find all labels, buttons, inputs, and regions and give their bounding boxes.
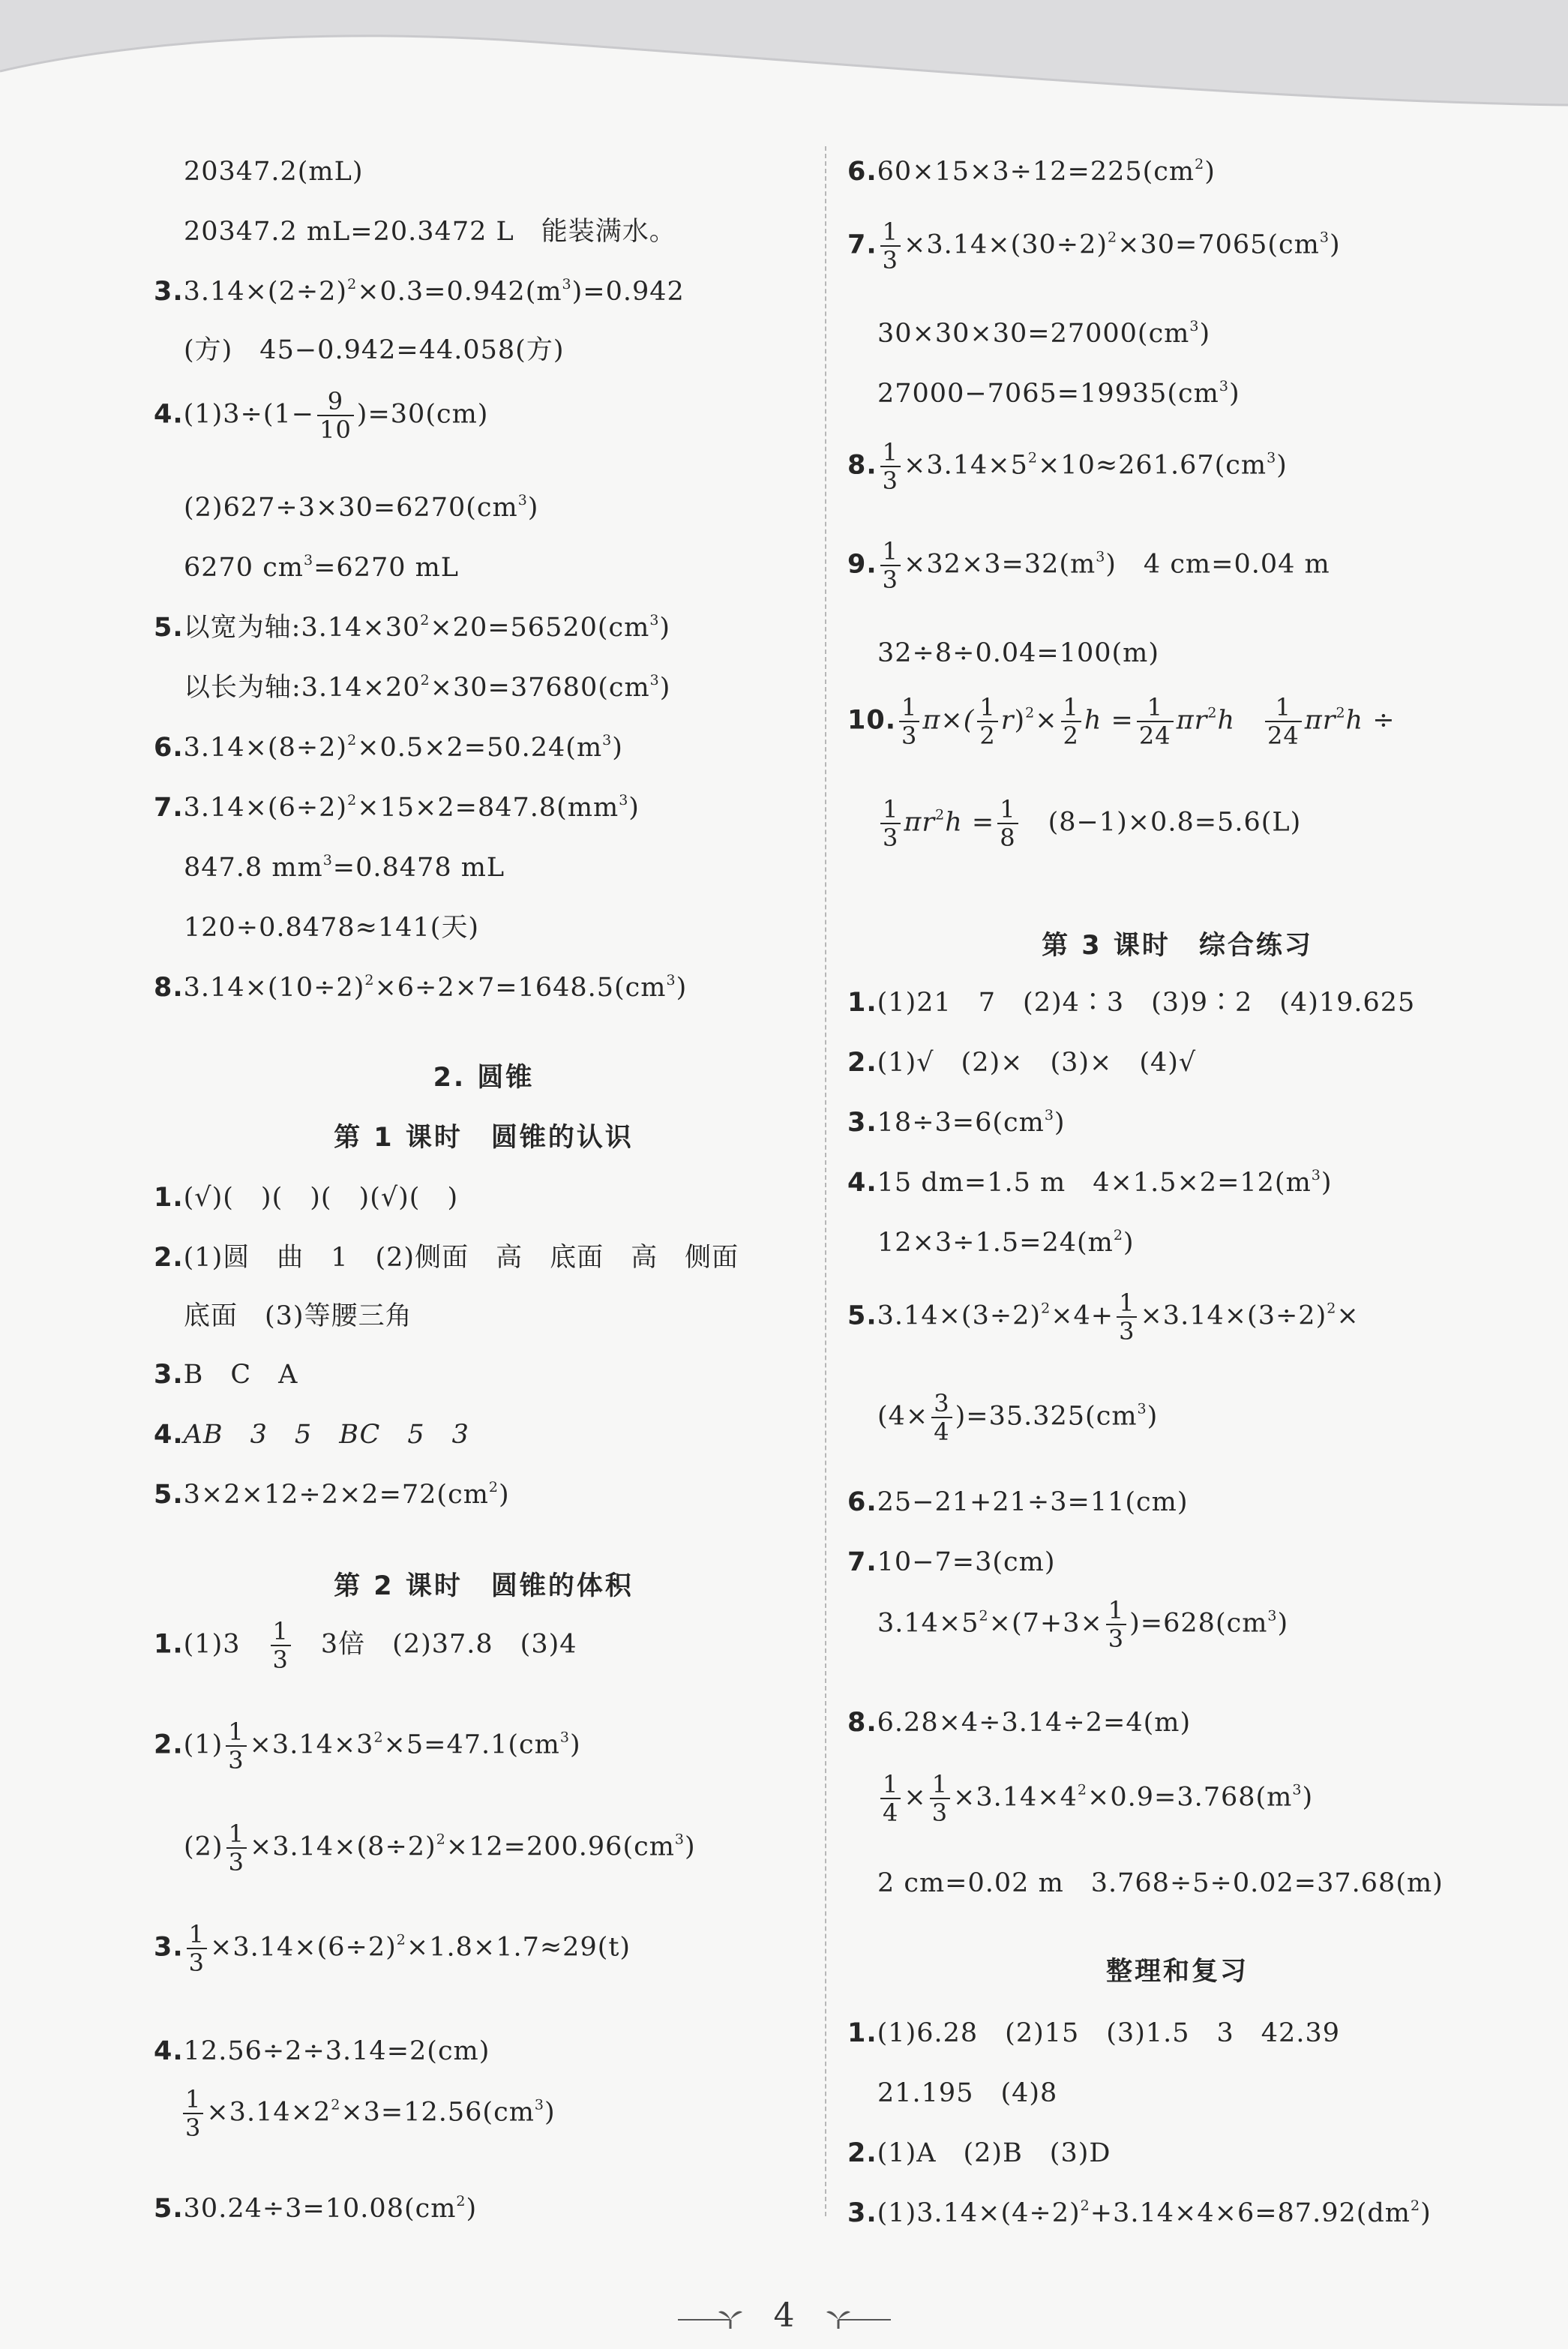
sprout-left-icon (678, 2303, 753, 2333)
answer-line: $5.3.14\times(3\div 2)^2\times 4+$ $\frac{1}{3}$ $\times 3.14\times(3\div 2)^2\times$ (847, 1288, 1360, 1346)
lesson-heading: 第 1 课时 圆锥的认识 (334, 1123, 634, 1153)
fraction: $\frac{1}{3}$ (880, 538, 901, 593)
fraction: $\frac{1}{3}$ (226, 1820, 247, 1876)
fraction: $\frac{1}{3}$ (930, 1771, 950, 1826)
fraction: $\frac{1}{3}$ (226, 1718, 246, 1774)
fraction: $\frac{3}{4}$ (931, 1390, 952, 1445)
answer-line: $\frac{1}{3}$ $\pi r^2h$ = $\frac{1}{8}$ (8−1)×0.8=5.6(L) (877, 796, 1301, 851)
answer-line: 7. $\frac{1}{3}$ $\times 3.14\times(30\div 2)^2\times 30=7065(cm^3)$ (847, 218, 1341, 274)
answer-3-line: $3.3.14\times(2\div 2)^2\times 0.3=0.942(m^3)=0.942$ (154, 276, 685, 307)
header-decor-band (0, 0, 1568, 120)
fraction: $\frac{9}{10}$ (317, 388, 354, 443)
answer-line: $6.60\times 15\times 3\div 12=225(cm^2)$ (847, 156, 1216, 187)
answer-line: $5.30.24\div 3=10.08(cm^2)$ (154, 2193, 478, 2224)
answer-line: 4.15 dm=1.5 m $4\times 1.5\times 2=12(m^3)$ (847, 1167, 1333, 1198)
answer-line: 21.195 (4)8 (877, 2078, 1058, 2108)
answer-line: 2.(1) $\frac{1}{3}$ $\times 3.14\times 3^2\times 5=47.1(cm^3)$ (154, 1718, 581, 1774)
answer-line: 2.(1)A (2)B (3)D (847, 2138, 1111, 2168)
section-heading: 整理和复习 (1105, 1957, 1249, 1987)
fraction: $\frac{1}{8}$ (997, 796, 1018, 851)
fraction: $\frac{1}{3}$ (880, 796, 901, 851)
answer-4-line: 4.(1)3÷(1− $\frac{9}{10}$ )=30(cm) (154, 387, 489, 444)
answer-line: 4.AB 3 5 BC 5 3 (154, 1420, 469, 1450)
answer-5-line: 5.以宽为轴$:3.14\times 30^2\times 20=56520(cm^3)$ (154, 612, 671, 643)
answer-line: 1.(1)3 $\frac{1}{3}$ 3倍 (2)37.8 (3)4 (154, 1617, 577, 1674)
answer-line: $27000-7065=19935(cm^3)$ (877, 378, 1240, 409)
column-divider (825, 146, 826, 2216)
answer-line: 32÷8÷0.04=100(m) (877, 638, 1160, 668)
fraction: $\frac{1}{3}$ (271, 1618, 291, 1673)
answer-10-line: 10. $\frac{1}{3}$ π×( $\frac{1}{2}$ r)$^2$× $\frac{1}{2}$ h = $\frac{1}{24}$ $\pi r^2h$ $\frac{1}{24}$ $\pi r^2h$ ÷ (847, 693, 1396, 750)
answer-line: $5.3\times 2\times 12\div 2\times 2=72(cm^2)$ (154, 1479, 510, 1510)
answer-line: 9. $\frac{1}{3}$ $\times 32\times 3=32(m^3)$ 4 cm=0.04 m (847, 537, 1330, 594)
fraction: $\frac{1}{3}$ (880, 218, 901, 274)
page-number: 4 (773, 2296, 795, 2335)
sprout-right-icon (816, 2303, 891, 2333)
answer-line: 7.10−7=3(cm) (847, 1547, 1056, 1577)
answer-line: 2 cm=0.02 m 3.768÷5÷0.02=37.68(m) (877, 1868, 1444, 1898)
fraction: $\frac{1}{24}$ (1137, 694, 1174, 749)
answer-line: 8. $\frac{1}{3}$ $\times 3.14\times 5^2\times 10\approx 261.67(cm^3)$ (847, 438, 1288, 495)
section-heading: 2. 圆锥 (433, 1063, 535, 1093)
answer-line: $3.(1)3.14\times(4\div 2)^2+3.14\times 4\times 6=87.92(dm^2)$ (847, 2198, 1432, 2228)
answer-line: 3. $\frac{1}{3}$ $\times 3.14\times(6\div 2)^2\times 1.8\times 1.7\approx 29(t)$ (154, 1920, 631, 1977)
answer-line: 847.8 $mm^3=0.8478$ mL (184, 852, 505, 883)
answer-line: 底面 (3)等腰三角 (184, 1301, 412, 1331)
answer-line: 以长为轴$:3.14\times 20^2\times 30=37680(cm^3)$ (184, 672, 671, 703)
fraction: $\frac{1}{24}$ (1265, 694, 1302, 749)
answer-line: 4.12.56÷2÷3.14=2(cm) (154, 2036, 490, 2066)
answer-line: 120÷0.8478≈141(天) (184, 913, 480, 943)
answer-line: $\frac{1}{4}$ × $\frac{1}{3}$ $\times 3.14\times 4^2\times 0.9=3.768(m^3)$ (877, 1771, 1313, 1826)
answer-8-line: $8.3.14\times(10\div 2)^2\times 6\div 2\times 7=1648.5(cm^3)$ (154, 972, 688, 1003)
fraction: $\frac{1}{3}$ (183, 2086, 203, 2141)
answer-line: 6.25−21+21÷3=11(cm) (847, 1487, 1189, 1517)
fraction: $\frac{1}{2}$ (977, 694, 997, 749)
answer-line: 1.(√)( )( )( )(√)( ) (154, 1183, 459, 1213)
answer-6-line: $6.3.14\times(8\div 2)^2\times 0.5\times 2=50.24(m^3)$ (154, 732, 623, 763)
answer-line: (4× $\frac{3}{4}$ )$=35.325(cm^3)$ (877, 1389, 1159, 1446)
answer-line: 20347.2(mL) (184, 157, 364, 187)
answer-line: $30\times 30\times 30=27000(cm^3)$ (877, 318, 1211, 349)
fraction: $\frac{1}{3}$ (187, 1921, 207, 1976)
answer-line: 3.B C A (154, 1360, 298, 1390)
fraction: $\frac{1}{2}$ (1061, 694, 1081, 749)
answer-line: $3.14\times 5^2\times(7+3\times$ $\frac{1}{3}$ )$=628(cm^3)$ (877, 1596, 1289, 1653)
lesson-heading: 第 3 课时 综合练习 (1042, 931, 1313, 961)
answer-line: 2.(1)圆 曲 1 (2)侧面 高 底面 高 侧面 (154, 1243, 739, 1273)
answer-line: 2.(1)√ (2)× (3)× (4)√ (847, 1048, 1197, 1078)
page-number-footer (0, 2294, 1568, 2338)
fraction: $\frac{1}{4}$ (880, 1771, 901, 1826)
fraction: $\frac{1}{3}$ (1117, 1289, 1137, 1345)
answer-line: 20347.2 mL=20.3472 L 能装满水。 (184, 217, 676, 247)
answer-line: 6270 $cm^3=6270$ mL (184, 552, 460, 583)
fraction: $\frac{1}{3}$ (880, 439, 901, 494)
answer-line: (方) 45−0.942=44.058(方) (184, 335, 565, 365)
answer-line: (2) $\frac{1}{3}$ $\times 3.14\times(8\div 2)^2\times 12=200.96(cm^3)$ (184, 1820, 696, 1876)
answer-line: 1.(1)21 7 (2)4∶3 (3)9∶2 (4)19.625 (847, 988, 1416, 1018)
fraction: $\frac{1}{3}$ (1106, 1597, 1126, 1652)
answer-line: 1.(1)6.28 (2)15 (3)1.5 3 42.39 (847, 2018, 1340, 2048)
lesson-heading: 第 2 课时 圆锥的体积 (334, 1571, 634, 1601)
answer-line: $12\times 3\div 1.5=24(m^2)$ (877, 1227, 1135, 1258)
answer-7-line: $7.3.14\times(6\div 2)^2\times 15\times 2=847.8(mm^3)$ (154, 792, 640, 823)
fraction: $\frac{1}{3}$ (899, 694, 919, 749)
answer-line: $3.18\div 3=6(cm^3)$ (847, 1107, 1066, 1138)
answer-line: $(2)627\div 3\times 30=6270(cm^3)$ (184, 492, 539, 523)
answer-line: $\frac{1}{3}$ $\times 3.14\times 2^2\times 3=12.56(cm^3)$ (180, 2086, 556, 2141)
answer-line: 8.6.28×4÷3.14÷2=4(m) (847, 1708, 1192, 1738)
